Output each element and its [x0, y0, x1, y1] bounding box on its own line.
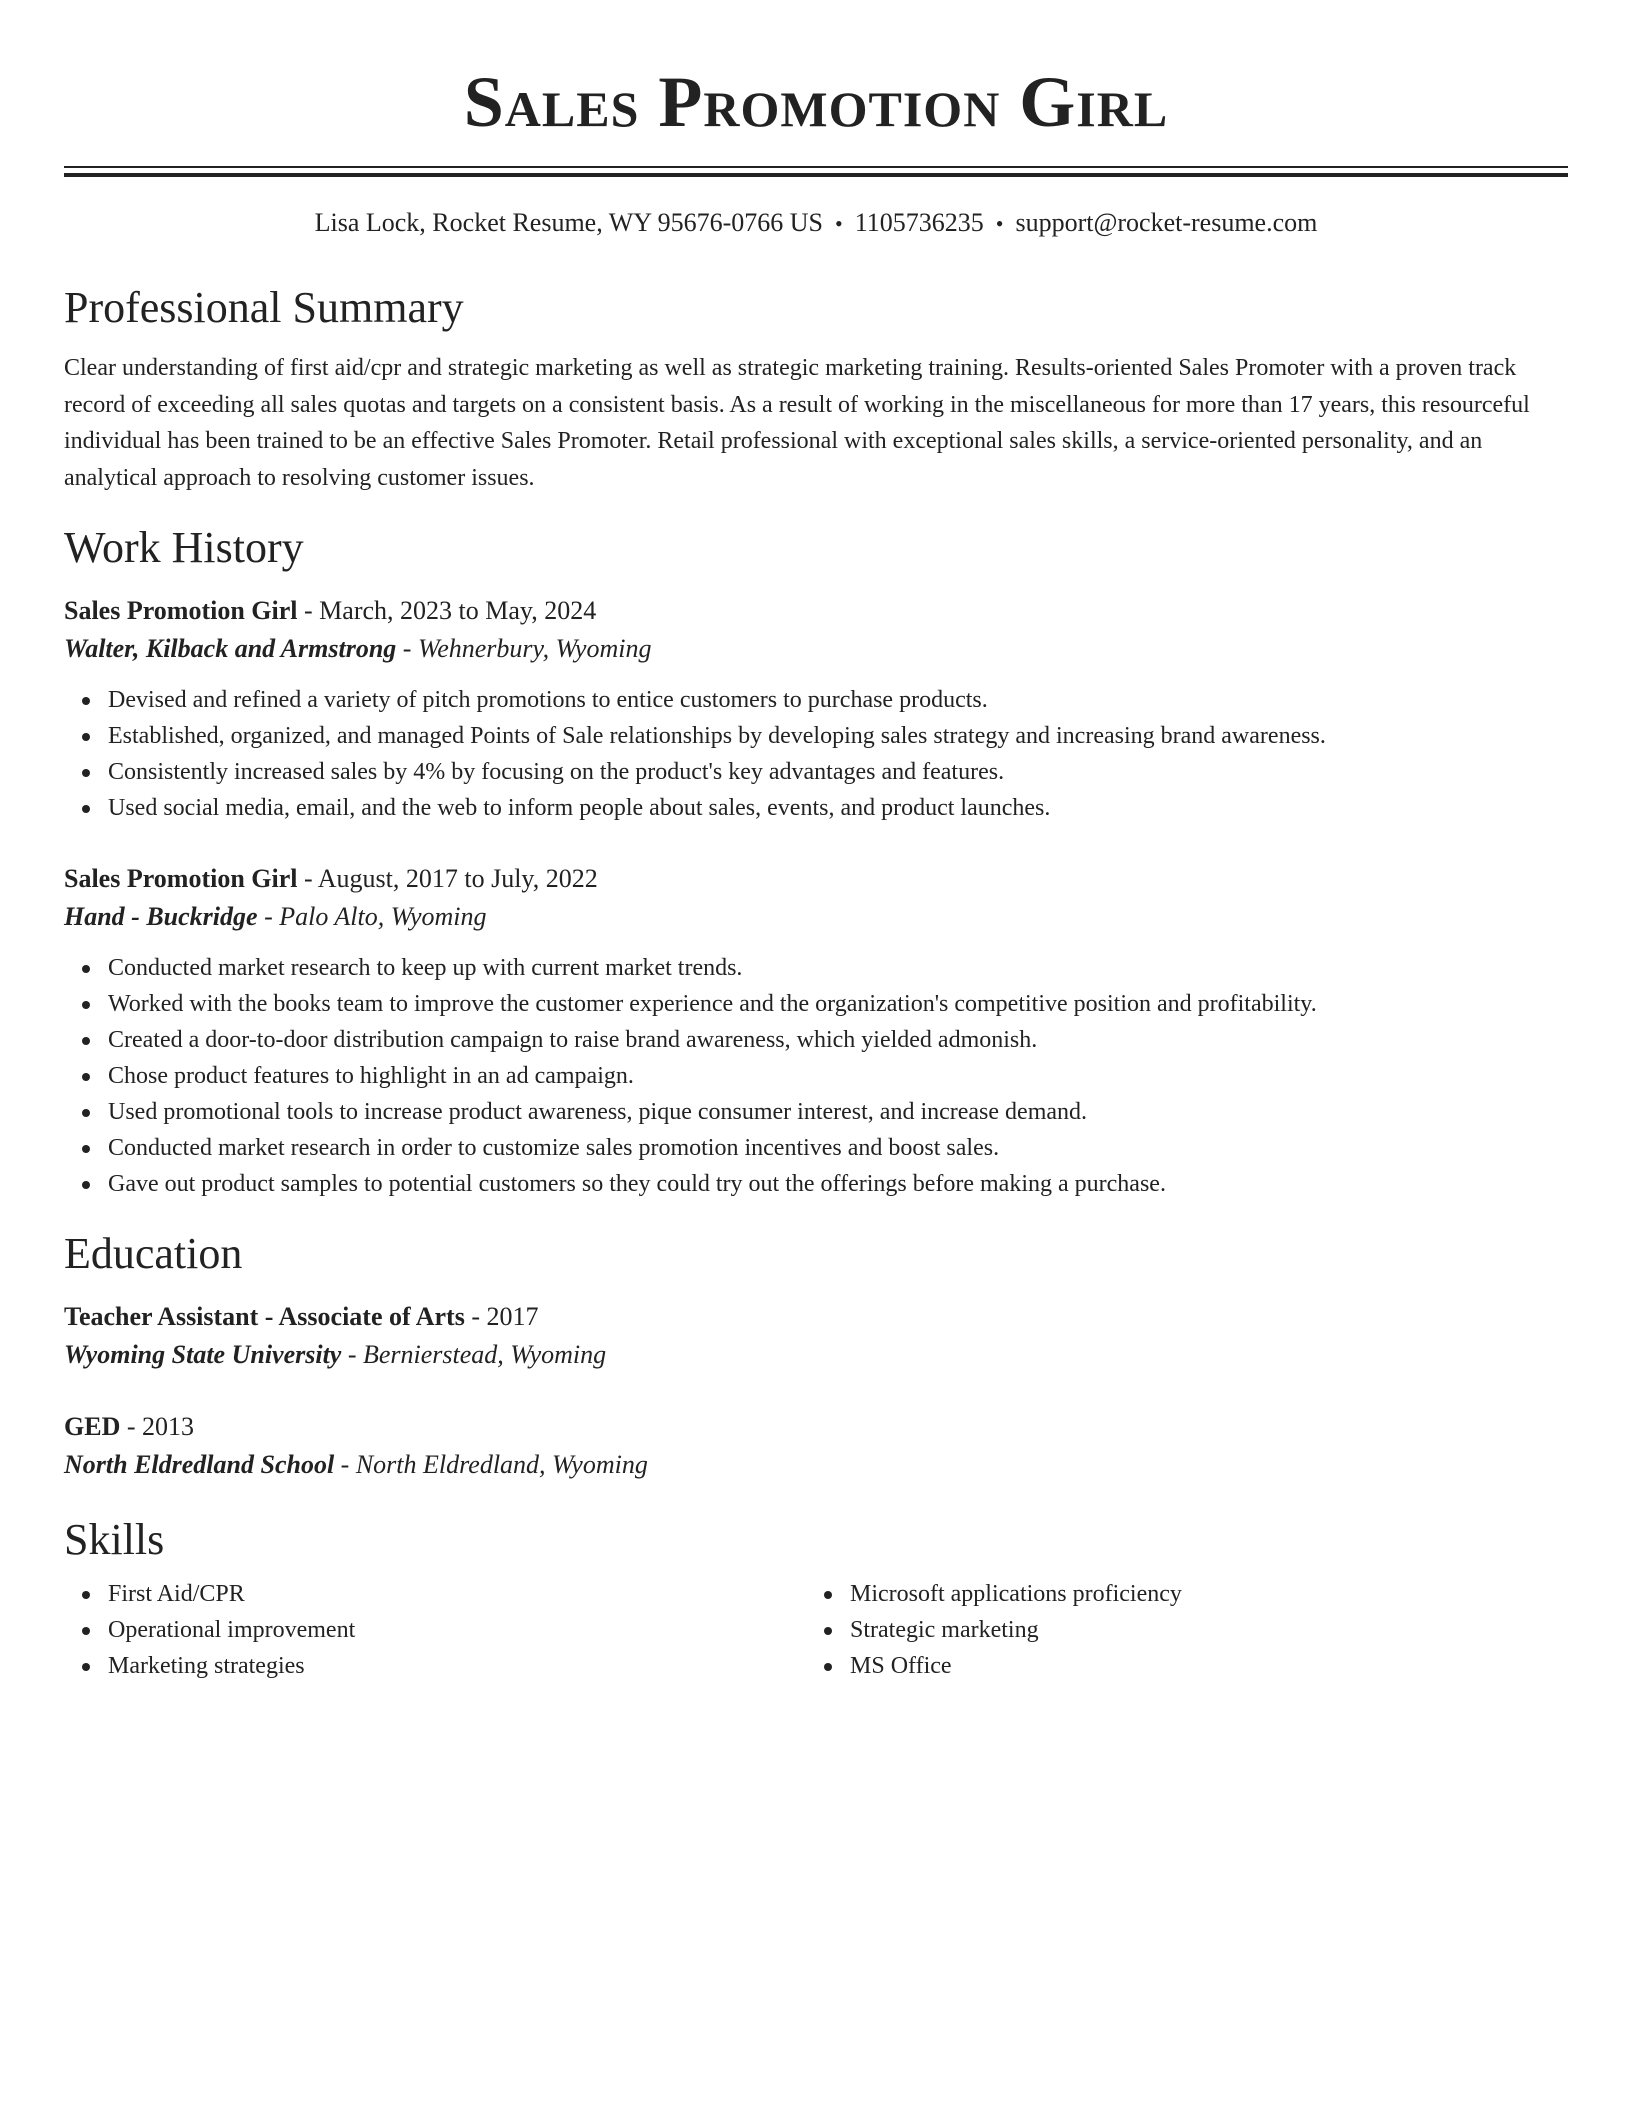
summary-text: Clear understanding of first aid/cpr and strategic marketing as well as strategic marketing training. Results-oriented Sales Promoter with a proven track record of exceeding all sales quotas and targets on a consistent basis. As a result of working in the miscellaneous for more than 17 years, this resourceful individual has been trained to be an effective Sales Promoter. Retail professional with exceptional sales skills, a service-oriented personality, and an analytical approach to resolving customer issues. [64, 355, 1530, 491]
job-location: - Palo Alto, Wyoming [257, 902, 487, 931]
job-entry [64, 592, 1568, 826]
skill-item: Microsoft applications proficiency [850, 1576, 1548, 1612]
job-duty-item: Established, organized, and managed Points of Sale relationships by developing sales strategy and increasing brand awareness. [108, 718, 1568, 754]
job-duty-item: Conducted market research in order to customize sales promotion incentives and boost sales. [108, 1130, 1568, 1166]
job-duty-item: Gave out product samples to potential customers so they could try out the offerings before making a purchase. [108, 1166, 1568, 1202]
education-year: - 2017 [464, 1302, 539, 1331]
education-section-title: Education [64, 1229, 243, 1278]
job-duty-item: Chose product features to highlight in an ad campaign. [108, 1058, 1568, 1094]
job-duties-list [64, 950, 1568, 1202]
summary-section-title: Professional Summary [64, 283, 464, 332]
job-duties-list [64, 682, 1568, 826]
job-duty-item: Devised and refined a variety of pitch promotions to entice customers to purchase products. [108, 682, 1568, 718]
job-header [64, 592, 1568, 630]
education-school-line [64, 1336, 1568, 1374]
contact-email: support@rocket-resume.com [1015, 208, 1318, 237]
resume-page [64, 0, 1568, 1684]
job-company: Hand - Buckridge [64, 902, 258, 931]
job-dates: - August, 2017 to July, 2022 [297, 864, 598, 893]
header-divider-thick [64, 173, 1568, 177]
education-location: - Bernierstead, Wyoming [341, 1340, 607, 1369]
education-school: North Eldredland School [64, 1450, 335, 1479]
job-header [64, 860, 1568, 898]
job-duty-item: Conducted market research to keep up with current market trends. [108, 950, 1568, 986]
contact-separator: • [835, 211, 843, 236]
education-year: - 2013 [120, 1412, 195, 1441]
education-school: Wyoming State University [64, 1340, 342, 1369]
education-entry [64, 1408, 1568, 1484]
job-employer-line [64, 898, 1568, 936]
job-role: Sales Promotion Girl [64, 864, 298, 893]
skills-grid [64, 1576, 1568, 1684]
job-duty-item: Created a door-to-door distribution campaign to raise brand awareness, which yielded admonish. [108, 1022, 1568, 1058]
skills-list-right [806, 1576, 1548, 1684]
job-duty-item: Worked with the books team to improve the customer experience and the organization's competitive position and profitability. [108, 986, 1568, 1022]
education-entry [64, 1298, 1568, 1374]
job-employer-line [64, 630, 1568, 668]
contact-separator: • [995, 211, 1004, 236]
work-history-section-title: Work History [64, 523, 304, 572]
job-dates: - March, 2023 to May, 2024 [297, 596, 597, 625]
job-duty-item: Used social media, email, and the web to inform people about sales, events, and product launches. [108, 790, 1568, 826]
education-location: - North Eldredland, Wyoming [334, 1450, 648, 1479]
skill-item: Marketing strategies [108, 1648, 806, 1684]
contact-line [64, 207, 1568, 240]
job-duty-item: Used promotional tools to increase product awareness, pique consumer interest, and increase demand. [108, 1094, 1568, 1130]
job-duty-item: Consistently increased sales by 4% by focusing on the product's key advantages and features. [108, 754, 1568, 790]
education-degree: Teacher Assistant - Associate of Arts [64, 1302, 465, 1331]
education-header [64, 1298, 1568, 1336]
job-company: Walter, Kilback and Armstrong [64, 634, 397, 663]
skills-list-left [64, 1576, 806, 1684]
header-divider-thin [64, 166, 1568, 168]
education-header [64, 1408, 1568, 1446]
skill-item: First Aid/CPR [108, 1576, 806, 1612]
skill-item: MS Office [850, 1648, 1548, 1684]
job-entry [64, 860, 1568, 1202]
job-location: - Wehnerbury, Wyoming [396, 634, 652, 663]
education-degree: GED [64, 1412, 121, 1441]
contact-address: Lisa Lock, Rocket Resume, WY 95676-0766 US [314, 208, 823, 237]
skills-section-title: Skills [64, 1515, 165, 1564]
contact-phone: 1105736235 [854, 208, 984, 237]
job-role: Sales Promotion Girl [64, 596, 298, 625]
skill-item: Strategic marketing [850, 1612, 1548, 1648]
resume-name-heading: Sales Promotion Girl [463, 62, 1169, 142]
education-school-line [64, 1446, 1568, 1484]
skill-item: Operational improvement [108, 1612, 806, 1648]
